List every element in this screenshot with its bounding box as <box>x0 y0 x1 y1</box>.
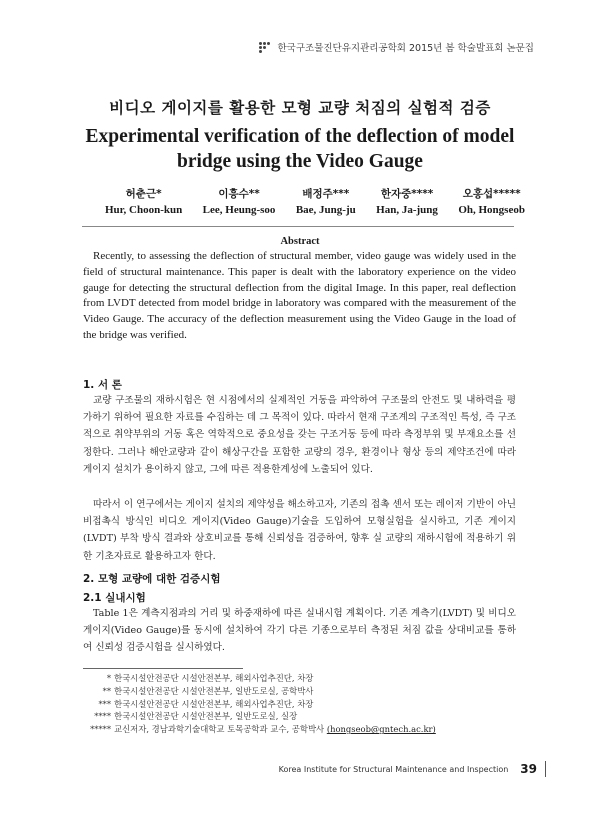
author <box>203 186 276 216</box>
author-name-english: Hur, Choon-kun <box>105 204 183 216</box>
footnote <box>83 698 516 711</box>
author-name-english: Han, Ja-jung <box>376 204 438 216</box>
author-name-korean: 허춘근* <box>125 188 162 200</box>
author <box>376 186 438 216</box>
title-korean: 비디오 게이지를 활용한 모형 교량 처짐의 실험적 검증 <box>109 99 491 117</box>
subsection-heading-lab-test: 2.1 실내시험 <box>83 592 146 604</box>
divider <box>82 226 514 227</box>
footnotes <box>83 672 516 736</box>
abstract-heading: Abstract <box>280 236 320 247</box>
footnote-mark: ***** <box>90 724 111 735</box>
author-name-korean: 배정주*** <box>302 188 350 200</box>
paragraph: Table 1은 계측지점과의 거리 및 하중재하에 따른 실내시험 계획이다. 기존 계측기(LVDT) 및 비디오 게이지(Video Gauge)를 동시에 설치하여 각기 다른 기종으로부터 측정된 처짐 값을 상대비교를 통하여 신뢰성 검증시험을 실시하였다. <box>83 608 516 654</box>
author-name-korean: 이흥수** <box>218 188 260 200</box>
footnote-mark: * <box>106 673 111 683</box>
author-name-english: Lee, Heung-soo <box>202 204 276 216</box>
footnote-text: 한국시설안전공단 시설안전본부, 일반도로실, 실장 <box>114 711 298 722</box>
author <box>458 186 525 216</box>
author-name-english: Oh, Hongseob <box>458 204 525 216</box>
footnote <box>83 672 516 685</box>
section-heading-model-bridge: 2. 모형 교량에 대한 검증시험 <box>83 573 221 585</box>
paragraph: 따라서 이 연구에서는 게이지 설치의 제약성을 해소하고자, 기존의 접촉 센서 또는 레이저 기반이 아닌 비접촉식 방식인 비디오 게이지(Video Gauge)기술을 도입하여 모형실험을 실시하고, 기존 게이지(LVDT) 부착 방식 결과와 상호비교를 통해 신뢰성을 검증하여, 향후 실 교량의 재하시험에 적용하기 위한 기초자료로 활용하고자 한다. <box>83 499 516 562</box>
footnote-mark: ** <box>102 685 111 696</box>
footnote <box>83 723 516 736</box>
abstract-text: Recently, to assessing the deflection of structural member, video gauge was widely used in the field of structural maintenance. This paper is dealt with the laboratory experience on the video gauge for detecting the structural deflection from the digital Image. In this paper, real deflection from LVDT detected from model bridge in laboratory was compared with the measurement of the Video Gauge. The accuracy of the deflection measurement using the Video Gauge in the load of the bridge was verified. <box>83 250 516 341</box>
author <box>105 186 182 216</box>
footer-organization: Korea Institute for Structural Maintenance and Inspection <box>278 764 509 774</box>
page-footer <box>279 761 546 777</box>
author-name-korean: 오홍섭***** <box>462 188 521 200</box>
journal-title: 한국구조물진단유지관리공학회 2015년 봄 학술발표회 논문집 <box>277 43 534 54</box>
author-name-korean: 한자중**** <box>380 188 434 200</box>
author-list <box>105 186 525 216</box>
footnote-text: 한국시설안전공단 시설안전본부, 해외사업추진단, 차장 <box>114 673 314 683</box>
journal-logo-icon <box>259 42 273 52</box>
title-english: Experimental verification of the deflection of model bridge using the Video Gauge <box>85 126 515 172</box>
paragraph: 교량 구조물의 재하시험은 현 시점에서의 실제적인 거동을 파악하여 구조물의 안전도 및 내하력을 평가하기 위하여 필요한 자료를 수집하는 데 그 목적이 있다. 따라서 현재 구조계의 구조적인 특성, 즉 구조적으로 취약부위의 거동 혹은 역학적으로 중요성을 갖는 구조거동 등에 따라 측정부위 및 부재요소를 선정한다. 그러나 해안교량과 같이 해상구간을 포함한 교량의 경우, 환경이나 형상 등의 제약조건에 따라 게이지 설치가 용이하지 않고, 그에 따른 적용한계성에 노출되어 있다. <box>83 395 516 475</box>
footnote <box>83 685 516 698</box>
footnote-mark: *** <box>98 698 111 709</box>
footnote-mark: **** <box>94 711 111 722</box>
section-heading-introduction: 1. 서 론 <box>83 379 122 391</box>
footnote-text: 한국시설안전공단 시설안전본부, 해외사업추진단, 차장 <box>114 698 314 709</box>
footnote <box>83 710 516 723</box>
footnote-divider <box>83 668 243 669</box>
author-name-english: Bae, Jung-ju <box>295 204 356 216</box>
footnote-text: 한국시설안전공단 시설안전본부, 일반도로실, 공학박사 <box>114 685 314 696</box>
author <box>296 186 356 216</box>
corresponding-email-link[interactable]: (hongseob@gntech.ac.kr) <box>326 724 436 735</box>
page-number: 39 <box>520 762 537 776</box>
journal-header <box>259 40 534 54</box>
footnote-text: 교신저자, 경남과학기술대학교 토목공학과 교수, 공학박사 <box>114 724 325 735</box>
footer-divider <box>545 761 546 777</box>
